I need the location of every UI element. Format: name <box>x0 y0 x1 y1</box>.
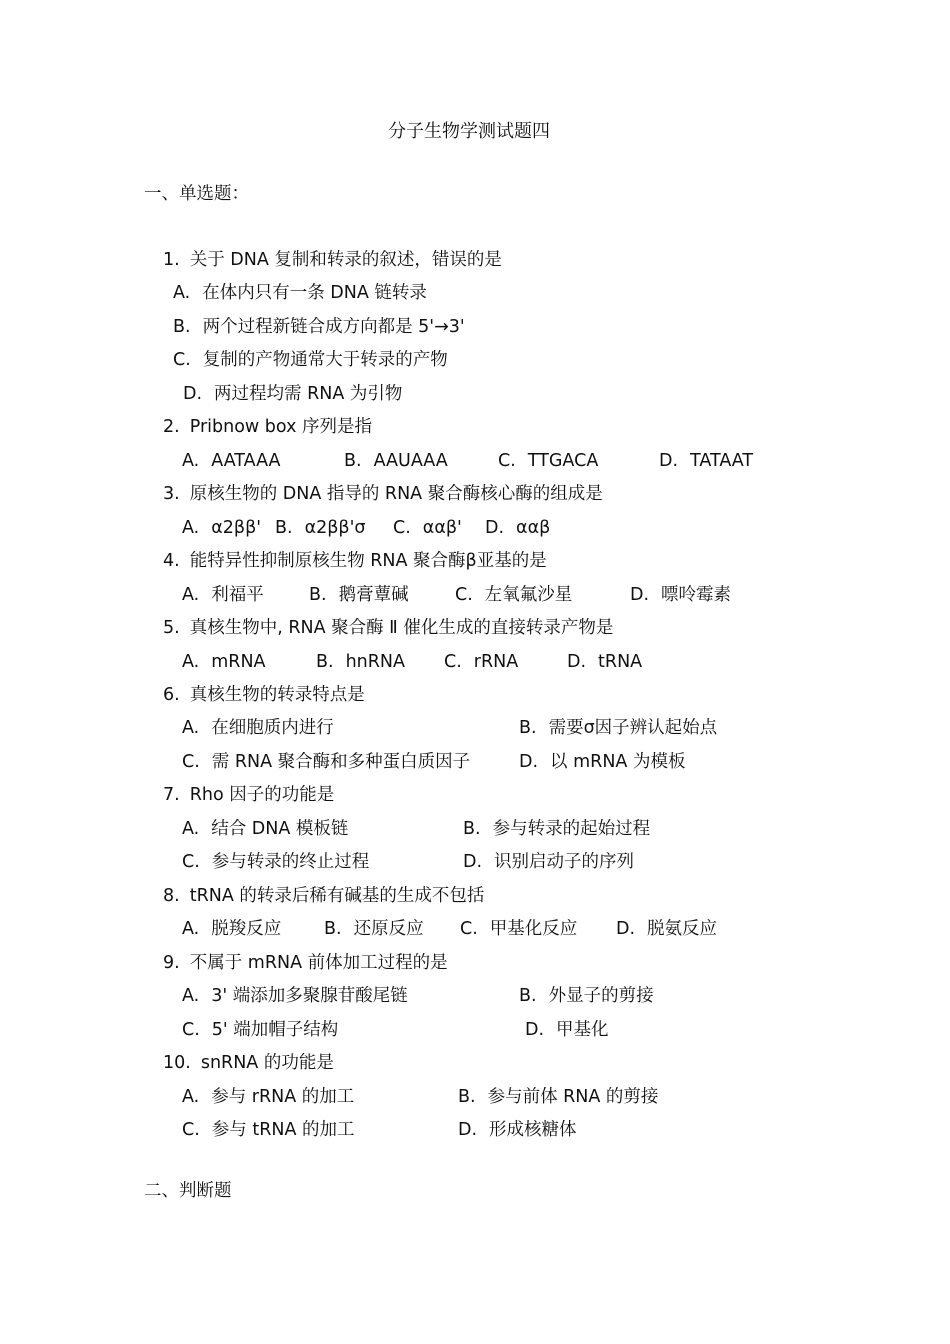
option-label: C. <box>393 518 411 538</box>
question-stem <box>163 616 613 640</box>
question-stem <box>163 783 334 807</box>
answer-option <box>182 1085 354 1109</box>
option-label: C. <box>460 919 478 939</box>
option-label: A. <box>182 1087 200 1107</box>
question-stem <box>163 951 448 975</box>
answer-option <box>519 716 717 740</box>
option-label: C. <box>182 1020 200 1040</box>
option-label: A. <box>182 451 200 471</box>
answer-option <box>182 583 264 607</box>
option-label: C. <box>455 585 473 605</box>
answer-option <box>309 583 409 607</box>
option-text: mRNA <box>211 652 266 672</box>
answer-option <box>182 750 470 774</box>
answer-option <box>485 516 550 540</box>
question-number: 3. <box>163 484 180 504</box>
option-text: 复制的产物通常大于转录的产物 <box>202 350 448 370</box>
question-stem <box>163 683 365 707</box>
answer-option <box>182 984 408 1008</box>
answer-option <box>182 917 281 941</box>
answer-option <box>460 917 577 941</box>
question-text: Rho 因子的功能是 <box>189 785 335 805</box>
option-text: 识别启动子的序列 <box>494 852 635 872</box>
option-text: tRNA <box>598 652 643 672</box>
answer-option <box>567 650 642 674</box>
option-text: 参与转录的起始过程 <box>492 819 651 839</box>
answer-option <box>519 984 654 1008</box>
option-text: 嘌呤霉素 <box>661 585 732 605</box>
option-text: 参与 tRNA 的加工 <box>211 1120 355 1140</box>
option-label: B. <box>458 1087 476 1107</box>
option-text: 利福平 <box>211 585 264 605</box>
option-label: D. <box>458 1120 478 1140</box>
option-label: B. <box>344 451 362 471</box>
answer-option <box>173 281 427 305</box>
option-label: A. <box>182 518 200 538</box>
question-number: 4. <box>163 551 180 571</box>
question-text: 不属于 mRNA 前体加工过程的是 <box>189 953 448 973</box>
option-label: D. <box>485 518 505 538</box>
option-text: rRNA <box>473 652 519 672</box>
option-label: D. <box>630 585 650 605</box>
option-text: 甲基化 <box>556 1020 609 1040</box>
answer-option <box>182 650 266 674</box>
answer-option <box>344 449 448 473</box>
question-stem <box>163 549 547 573</box>
option-text: α2ββ' <box>211 518 262 538</box>
question-number: 5. <box>163 618 180 638</box>
section-heading-true-false: 二、判断题 <box>144 1181 232 1201</box>
answer-option <box>616 917 717 941</box>
option-text: ααβ <box>516 518 551 538</box>
question-number: 9. <box>163 953 180 973</box>
answer-option <box>525 1018 609 1042</box>
question-number: 2. <box>163 417 180 437</box>
answer-option <box>463 850 634 874</box>
option-text: 鹅膏蕈碱 <box>338 585 409 605</box>
option-text: 需 RNA 聚合酶和多种蛋白质因子 <box>211 752 471 772</box>
option-label: B. <box>463 819 481 839</box>
question-text: Pribnow box 序列是指 <box>189 417 372 437</box>
option-label: A. <box>182 819 200 839</box>
answer-option <box>182 716 334 740</box>
question-stem <box>163 248 502 272</box>
question-text: tRNA 的转录后稀有碱基的生成不包括 <box>189 886 485 906</box>
question-stem <box>163 1051 334 1075</box>
option-label: A. <box>173 283 191 303</box>
page-title: 分子生物学测试题四 <box>388 121 550 142</box>
option-label: D. <box>183 384 203 404</box>
option-text: 需要σ因子辨认起始点 <box>548 718 718 738</box>
question-text: 真核生物中, RNA 聚合酶 Ⅱ 催化生成的直接转录产物是 <box>189 618 614 638</box>
question-stem <box>163 415 372 439</box>
option-text: 以 mRNA 为模板 <box>550 752 686 772</box>
answer-option <box>182 817 348 841</box>
answer-option <box>393 516 462 540</box>
answer-option <box>519 750 685 774</box>
answer-option <box>458 1085 658 1109</box>
answer-option <box>498 449 598 473</box>
option-text: 外显子的剪接 <box>548 986 654 1006</box>
option-text: 参与转录的终止过程 <box>211 852 370 872</box>
option-text: 在细胞质内进行 <box>211 718 334 738</box>
option-label: D. <box>616 919 636 939</box>
option-label: B. <box>316 652 334 672</box>
option-text: 3' 端添加多聚腺苷酸尾链 <box>211 986 408 1006</box>
option-label: A. <box>182 919 200 939</box>
option-text: 参与 rRNA 的加工 <box>211 1087 355 1107</box>
option-text: 两个过程新链合成方向都是 5'→3' <box>202 317 465 337</box>
option-text: α2ββ'σ <box>304 518 366 538</box>
option-text: 结合 DNA 模板链 <box>211 819 349 839</box>
question-text: snRNA 的功能是 <box>200 1053 334 1073</box>
option-label: D. <box>659 451 679 471</box>
question-text: 原核生物的 DNA 指导的 RNA 聚合酶核心酶的组成是 <box>189 484 603 504</box>
option-label: B. <box>309 585 327 605</box>
option-label: A. <box>182 718 200 738</box>
answer-option <box>173 315 465 339</box>
option-label: B. <box>519 986 537 1006</box>
option-label: A. <box>182 986 200 1006</box>
question-text: 关于 DNA 复制和转录的叙述，错误的是 <box>189 250 502 270</box>
answer-option <box>182 449 281 473</box>
question-stem <box>163 482 603 506</box>
answer-option <box>183 382 402 406</box>
answer-option <box>659 449 753 473</box>
section-heading-single-choice: 一、单选题： <box>144 184 249 204</box>
answer-option <box>173 348 448 372</box>
option-text: TTGACA <box>527 451 599 471</box>
option-text: 两过程均需 RNA 为引物 <box>214 384 403 404</box>
option-text: 还原反应 <box>353 919 424 939</box>
option-label: C. <box>182 752 200 772</box>
question-stem <box>163 884 484 908</box>
answer-option <box>444 650 518 674</box>
option-label: B. <box>275 518 293 538</box>
answer-option <box>463 817 650 841</box>
option-label: C. <box>444 652 462 672</box>
answer-option <box>458 1118 577 1142</box>
question-text: 能特异性抑制原核生物 RNA 聚合酶β亚基的是 <box>189 551 547 571</box>
option-text: TATAAT <box>690 451 754 471</box>
question-text: 真核生物的转录特点是 <box>189 685 365 705</box>
option-label: C. <box>182 1120 200 1140</box>
answer-option <box>316 650 405 674</box>
answer-option <box>182 850 369 874</box>
question-number: 10. <box>163 1053 191 1073</box>
option-label: D. <box>463 852 483 872</box>
option-label: C. <box>173 350 191 370</box>
option-label: D. <box>525 1020 545 1040</box>
option-text: 5' 端加帽子结构 <box>211 1020 339 1040</box>
option-label: D. <box>519 752 539 772</box>
answer-option <box>182 516 261 540</box>
option-text: AATAAA <box>211 451 281 471</box>
question-number: 7. <box>163 785 180 805</box>
answer-option <box>182 1018 338 1042</box>
answer-option <box>455 583 572 607</box>
option-text: 脱氨反应 <box>647 919 718 939</box>
option-label: C. <box>498 451 516 471</box>
option-text: hnRNA <box>345 652 405 672</box>
option-label: A. <box>182 652 200 672</box>
option-label: C. <box>182 852 200 872</box>
option-text: 甲基化反应 <box>489 919 578 939</box>
question-number: 1. <box>163 250 180 270</box>
option-label: B. <box>519 718 537 738</box>
option-text: 脱羧反应 <box>211 919 282 939</box>
option-label: B. <box>324 919 342 939</box>
answer-option <box>182 1118 355 1142</box>
option-label: A. <box>182 585 200 605</box>
option-label: D. <box>567 652 587 672</box>
answer-option <box>275 516 366 540</box>
option-text: 在体内只有一条 DNA 链转录 <box>202 283 427 303</box>
question-number: 8. <box>163 886 180 906</box>
option-text: 左氧氟沙星 <box>484 585 573 605</box>
answer-option <box>324 917 424 941</box>
option-text: ααβ' <box>422 518 462 538</box>
question-number: 6. <box>163 685 180 705</box>
option-text: AAUAAA <box>373 451 448 471</box>
option-label: B. <box>173 317 191 337</box>
option-text: 形成核糖体 <box>489 1120 577 1140</box>
answer-option <box>630 583 731 607</box>
option-text: 参与前体 RNA 的剪接 <box>487 1087 659 1107</box>
